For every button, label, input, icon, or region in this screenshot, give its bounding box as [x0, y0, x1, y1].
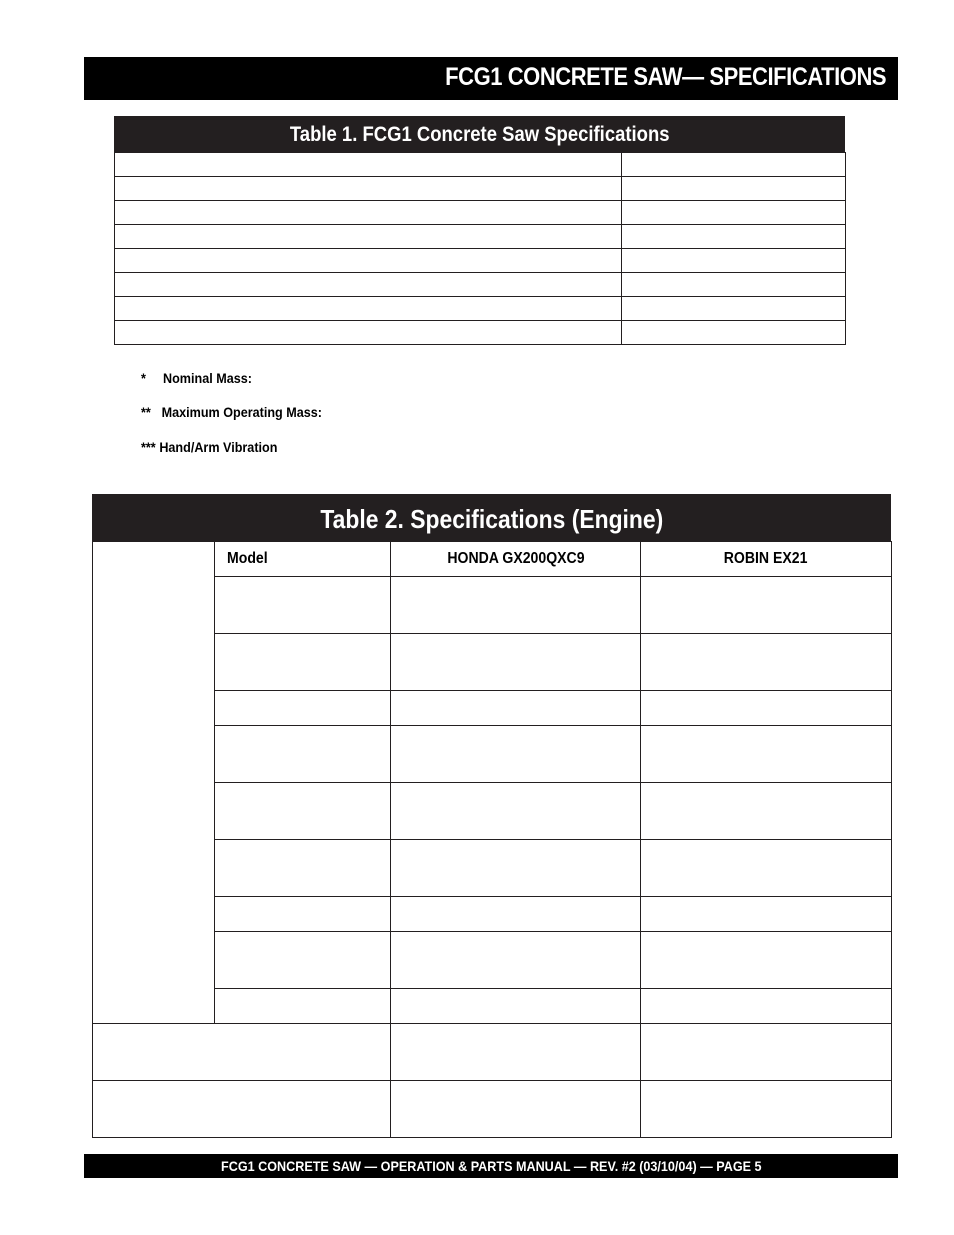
table-cell: [391, 840, 641, 897]
table-cell: [115, 153, 622, 177]
table-cell: [391, 1024, 641, 1081]
table-cell: [115, 249, 622, 273]
footnote-nominal-mass: * Nominal Mass:: [141, 370, 252, 386]
footnote-hand-arm-vibration: *** Hand/Arm Vibration: [141, 439, 278, 455]
engine-group-cell: [93, 542, 215, 1024]
table-cell: [641, 840, 892, 897]
table-cell: [215, 840, 391, 897]
table-cell: [641, 1024, 892, 1081]
table-cell: [391, 691, 641, 726]
table-cell: [622, 273, 846, 297]
table-cell: [115, 201, 622, 225]
engine-table-body: [92, 541, 892, 1138]
table-cell: [215, 783, 391, 840]
table-row: [115, 297, 846, 321]
table-cell: [641, 726, 892, 783]
column-header-robin: ROBIN EX21: [641, 542, 892, 577]
table-row: [115, 273, 846, 297]
table-cell: [641, 932, 892, 989]
specifications-table-title: Table 1. FCG1 Concrete Saw Specifications: [114, 116, 845, 152]
table-cell: [622, 177, 846, 201]
specifications-table: [114, 116, 845, 345]
table-row: [93, 542, 892, 577]
table-cell: [641, 1081, 892, 1138]
table-cell: [215, 989, 391, 1024]
footnote-maximum-operating-mass: ** Maximum Operating Mass:: [141, 404, 322, 420]
engine-specifications-table: [92, 494, 891, 1139]
table-cell: [622, 201, 846, 225]
table-row: [115, 225, 846, 249]
table-cell: [641, 577, 892, 634]
table-cell: [391, 1081, 641, 1138]
column-header-model: Model: [215, 542, 391, 577]
table-cell: [215, 932, 391, 989]
table-cell: [115, 297, 622, 321]
table-cell: [622, 153, 846, 177]
table-cell: [391, 577, 641, 634]
table-cell: [93, 1024, 391, 1081]
table-cell: [641, 897, 892, 932]
specifications-table-body: [114, 152, 846, 345]
table-cell: [391, 726, 641, 783]
table-cell: [641, 691, 892, 726]
table-cell: [391, 634, 641, 691]
table-cell: [391, 932, 641, 989]
table-cell: [93, 1081, 391, 1138]
table-cell: [115, 225, 622, 249]
table-cell: [215, 634, 391, 691]
table-cell: [391, 989, 641, 1024]
engine-table-title: Table 2. Specifications (Engine): [92, 494, 891, 542]
table-cell: [391, 783, 641, 840]
table-row: [115, 249, 846, 273]
table-cell: [215, 726, 391, 783]
table-cell: [215, 577, 391, 634]
table-row: [93, 1024, 892, 1081]
table-row: [115, 153, 846, 177]
table-row: [115, 201, 846, 225]
page-title: FCG1 CONCRETE SAW— SPECIFICATIONS: [444, 63, 886, 91]
table-cell: [622, 249, 846, 273]
page-footer: FCG1 CONCRETE SAW — OPERATION & PARTS MANUAL — REV. #2 (03/10/04) — PAGE 5: [84, 1154, 898, 1178]
table-cell: [115, 273, 622, 297]
table-cell: [115, 177, 622, 201]
table-cell: [641, 989, 892, 1024]
page-header-banner: [84, 57, 898, 100]
table-cell: [622, 297, 846, 321]
table-cell: [115, 321, 622, 345]
table-cell: [622, 225, 846, 249]
table-row: [115, 177, 846, 201]
table-cell: [391, 897, 641, 932]
table-row: [93, 1081, 892, 1138]
table-cell: [641, 634, 892, 691]
table-cell: [641, 783, 892, 840]
table-row: [115, 321, 846, 345]
column-header-honda: HONDA GX200QXC9: [391, 542, 641, 577]
table-cell: [622, 321, 846, 345]
table-cell: [215, 897, 391, 932]
table-cell: [215, 691, 391, 726]
